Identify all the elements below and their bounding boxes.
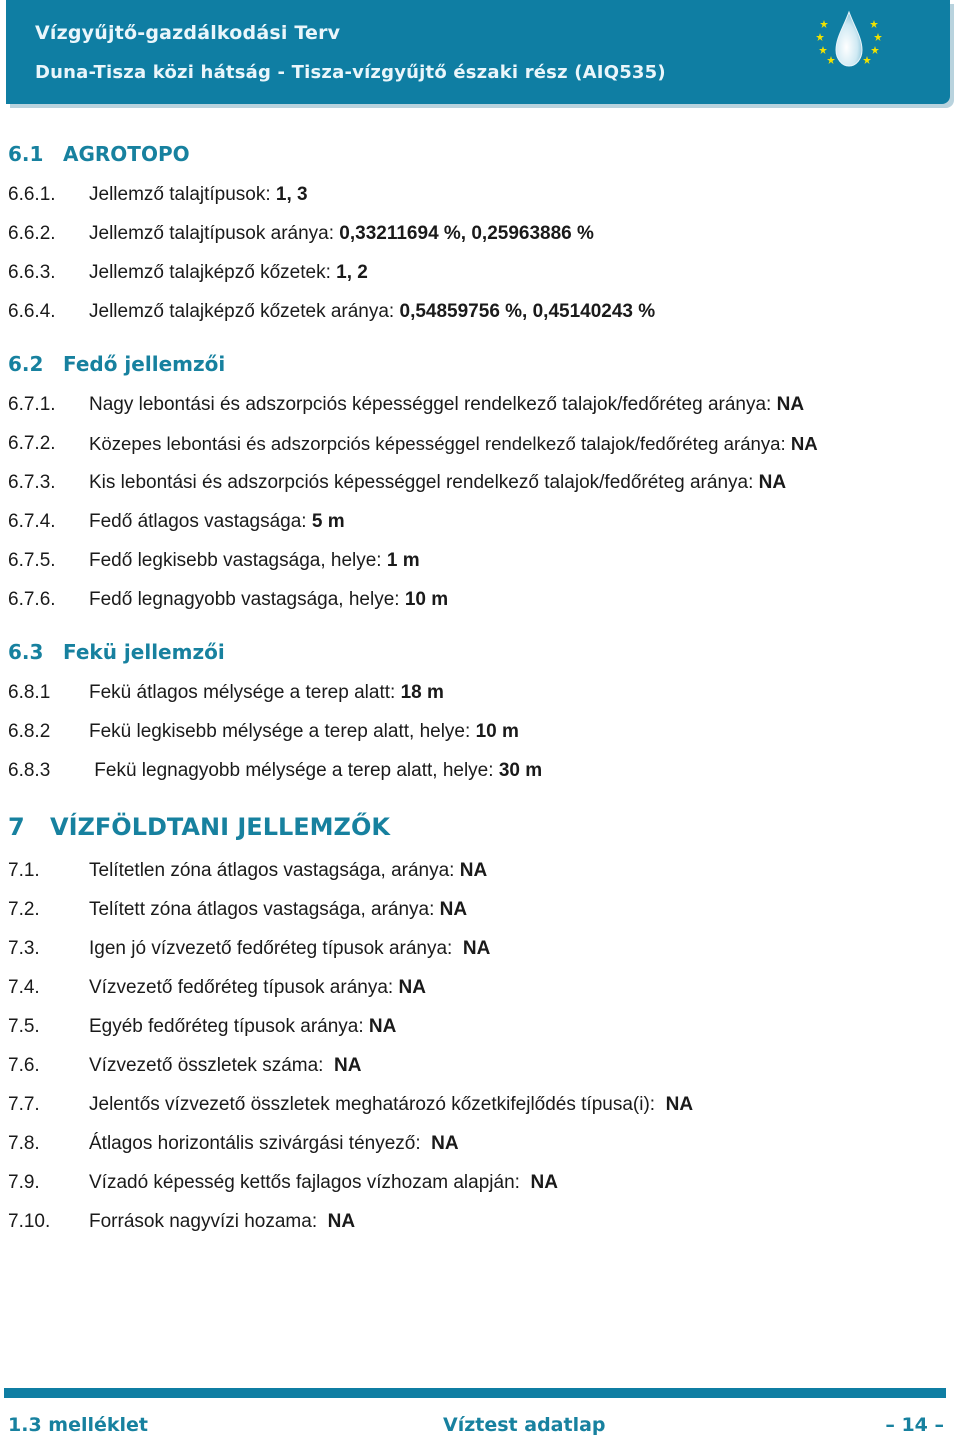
document-title: Vízgyűjtő-gazdálkodási Terv xyxy=(35,22,341,44)
document-subtitle: Duna-Tisza közi hátság - Tisza-vízgyűjtő északi rész (AIQ535) xyxy=(35,62,666,83)
footer-document-label: Víztest adatlap xyxy=(443,1414,606,1436)
page-number: – 14 – xyxy=(885,1414,944,1436)
water-drop-eu-stars-icon xyxy=(812,6,886,76)
footer-annex-label: 1.3 melléklet xyxy=(8,1414,148,1436)
chapter-heading: 7 VÍZFÖLDTANI JELLEMZŐK xyxy=(8,813,390,841)
footer-divider xyxy=(4,1388,946,1398)
section-heading: 6.1 AGROTOPO xyxy=(8,142,190,166)
section-heading: 6.2 Fedő jellemzői xyxy=(8,352,226,376)
section-heading: 6.3 Fekü jellemzői xyxy=(8,640,225,664)
page-header xyxy=(6,0,950,104)
